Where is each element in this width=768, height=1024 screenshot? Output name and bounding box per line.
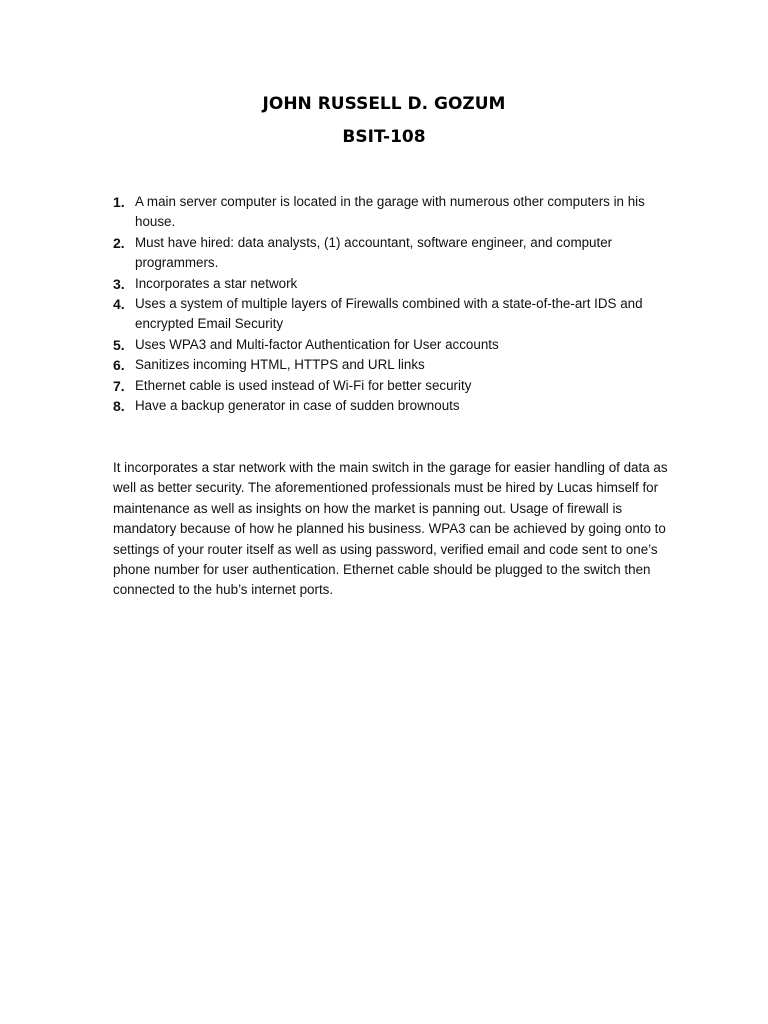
list-item-text: Uses WPA3 and Multi-factor Authentication for User accounts — [135, 336, 499, 352]
author-name-heading: JOHN RUSSELL D. GOZUM — [262, 94, 506, 114]
list-item — [113, 335, 673, 355]
list-item — [113, 274, 673, 294]
list-item — [113, 233, 673, 274]
list-item — [113, 355, 673, 375]
list-item-number: 8. — [113, 398, 125, 415]
list-item-text: A main server computer is located in the garage with numerous other computers in his house. — [135, 194, 645, 230]
summary-paragraph: It incorporates a star network with the main switch in the garage for easier handling of data as well as better security. The aforementioned professionals must be hired by Lucas himself for maintenance as well as insights on how the market is panning out. Usage of firewall is mandatory because of how he planned his business. WPA3 can be achieved by going onto to settings of your router itself as well as using password, verified email and code sent to one’s phone number for user authentication. Ethernet cable should be plugged to the switch then connected to the hub’s internet ports. — [113, 460, 668, 598]
list-item-text: Must have hired: data analysts, (1) accountant, software engineer, and computer programmers. — [135, 234, 613, 271]
list-item-number: 4. — [113, 296, 125, 313]
list-item-text: Incorporates a star network — [135, 275, 298, 291]
list-item-number: 1. — [113, 194, 125, 210]
section-heading: BSIT-108 — [342, 127, 426, 147]
list-item-number: 6. — [113, 357, 125, 374]
list-item — [113, 376, 673, 396]
list-item — [113, 192, 673, 233]
list-item-number: 7. — [113, 377, 125, 394]
list-item — [113, 294, 673, 335]
list-item — [113, 396, 673, 416]
list-item-text: Uses a system of multiple layers of Firewalls combined with a state-of-the-art IDS and encrypted Email Security — [135, 296, 643, 332]
list-item-text: Sanitizes incoming HTML, HTTPS and URL links — [135, 357, 425, 373]
numbered-list — [113, 192, 673, 416]
list-item-text: Have a backup generator in case of sudden brownouts — [135, 398, 460, 414]
list-item-number: 3. — [113, 275, 125, 292]
list-item-text: Ethernet cable is used instead of Wi-Fi for better security — [135, 377, 472, 393]
list-item-number: 5. — [113, 336, 125, 353]
list-item-number: 2. — [113, 234, 125, 251]
